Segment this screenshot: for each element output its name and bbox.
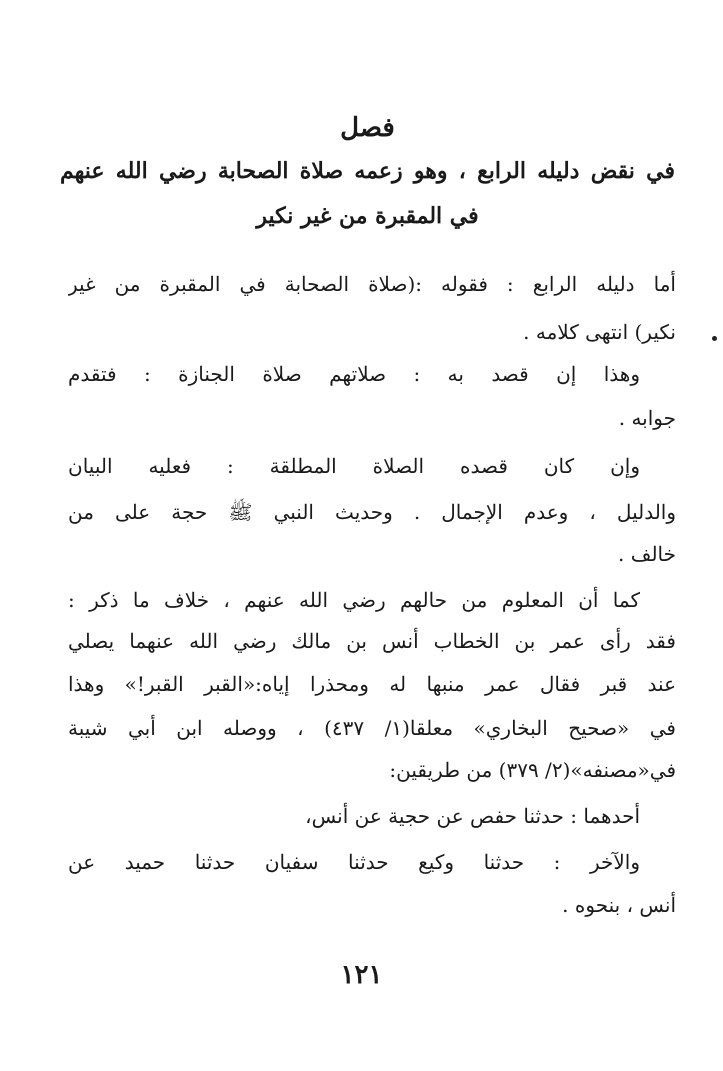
section-title: فصل — [340, 113, 395, 143]
margin-dot — [712, 336, 717, 341]
body-line: أنس ، بنحوه . — [562, 893, 676, 917]
body-line: في«مصنفه»(٢/ ٣٧٩) من طريقين: — [389, 758, 676, 782]
body-line: أحدهما : حدثنا حفص عن حجية عن أنس، — [305, 804, 640, 828]
body-line: والآخر : حدثنا وكيع حدثنا سفيان حدثنا حميد عن — [68, 850, 640, 874]
body-line: فقد رأى عمر بن الخطاب أنس بن مالك رضي الله عنهما يصلي — [68, 629, 676, 653]
body-line: عند قبر فقال عمر منبها له ومحذرا إياه:«القبر القبر!» وهذا — [68, 672, 676, 696]
body-line: وإن كان قصده الصلاة المطلقة : فعليه البيان — [68, 454, 640, 478]
body-line: في «صحيح البخاري» معلقا(١/ ٤٣٧) ، ووصله ابن أبي شيبة — [68, 716, 676, 740]
body-line: والدليل ، وعدم الإجمال . وحديث النبي ﷺ حجة على من — [68, 500, 676, 524]
body-line: نكير) انتهى كلامه . — [523, 320, 676, 344]
section-subtitle-line-1: في نقض دليله الرابع ، وهو زعمه صلاة الصحابة رضي الله عنهم — [60, 158, 675, 184]
section-subtitle-line-2: في المقبرة من غير نكير — [256, 203, 479, 229]
body-line: كما أن المعلوم من حالهم رضي الله عنهم ، خلاف ما ذكر : — [68, 588, 640, 612]
page-number: ١٢١ — [340, 960, 383, 990]
body-line: جوابه . — [618, 406, 676, 430]
body-line: وهذا إن قصد به : صلاتهم صلاة الجنازة : فتقدم — [68, 362, 640, 386]
body-line: خالف . — [618, 542, 676, 566]
body-line: أما دليله الرابع : فقوله :(صلاة الصحابة في المقبرة من غير — [68, 272, 676, 296]
